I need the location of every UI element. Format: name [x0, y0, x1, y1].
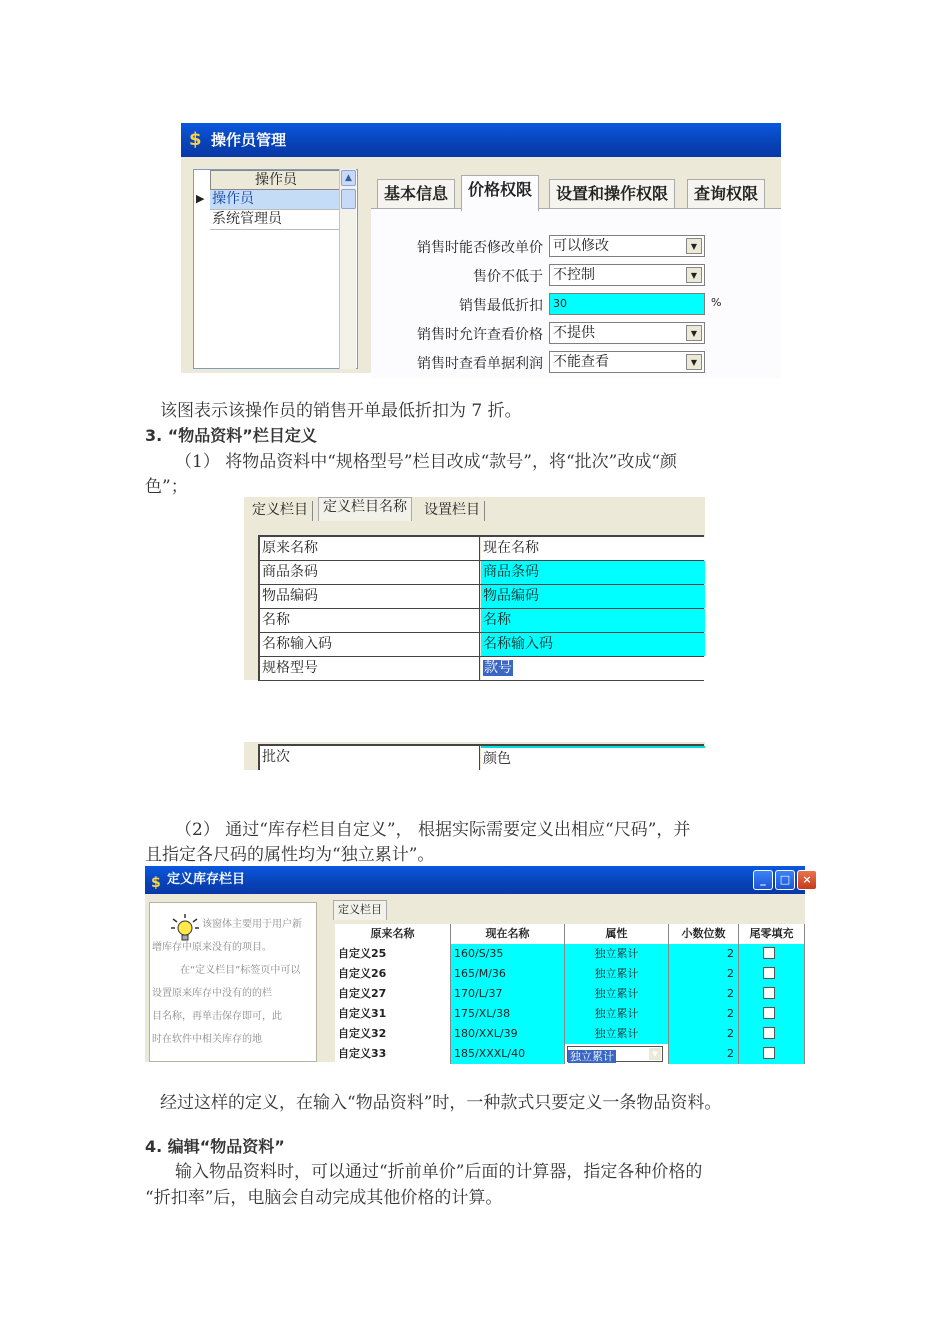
tab-price-permission[interactable]: 价格权限 — [461, 175, 539, 211]
original-name-cell: 名称输入码 — [260, 633, 480, 656]
section-heading-3: 3. “物品资料”栏目定义 — [145, 426, 317, 445]
paragraph: 经过这样的定义，在输入“物品资料”时，一种款式只要定义一条物品资料。 — [160, 1093, 722, 1113]
decimals-cell[interactable]: 2 — [669, 1004, 739, 1024]
tip-text: 在“定义栏目”标签页中可以 — [180, 965, 301, 976]
trailing-zero-cell — [739, 1024, 805, 1044]
field-label: 销售时查看单据利润 — [417, 356, 543, 372]
tab-define-columns[interactable]: 定义栏目 — [248, 501, 313, 521]
attribute-cell[interactable]: 独立累计 — [565, 984, 669, 1004]
current-name-cell[interactable]: 170/L/37 — [451, 984, 565, 1004]
original-name-cell: 自定义26 — [335, 964, 451, 984]
modify-price-select[interactable]: 可以修改 ▼ — [549, 235, 705, 257]
min-price-select[interactable]: 不控制 ▼ — [549, 264, 705, 286]
tip-text: 时在软件中相关库存的地 — [152, 1034, 262, 1045]
original-name-cell: 自定义31 — [335, 1004, 451, 1024]
tip-text: 该窗体主要用于用户新 — [202, 919, 302, 930]
col-original-name: 原来名称 — [335, 924, 451, 944]
minimize-icon[interactable]: _ — [753, 870, 773, 890]
close-icon[interactable]: × — [797, 870, 817, 890]
original-name-cell: 规格型号 — [260, 657, 480, 680]
decimals-cell[interactable]: 2 — [669, 944, 739, 964]
current-name-cell[interactable]: 175/XL/38 — [451, 1004, 565, 1024]
tip-text: 增库存中原来没有的项目。 — [152, 942, 272, 953]
current-name-cell[interactable]: 160/S/35 — [451, 944, 565, 964]
trailing-zero-cell — [739, 944, 805, 964]
operator-list — [193, 169, 358, 369]
paragraph: 输入物品资料时，可以通过“折前单价”后面的计算器，指定各种价格的 — [175, 1162, 703, 1182]
field-label: 售价不低于 — [473, 269, 543, 285]
trailing-zero-checkbox[interactable] — [763, 987, 775, 999]
tab-settings-operation[interactable]: 设置和操作权限 — [549, 179, 675, 209]
field-view-profit — [371, 351, 781, 373]
window-titlebar — [181, 123, 781, 157]
paragraph: （1） 将物品资料中“规格型号”栏目改成“款号”，将“批次”改成“颜 — [175, 452, 678, 472]
dropdown-arrow-icon[interactable]: ▼ — [686, 238, 702, 254]
current-name-cell[interactable]: 165/M/36 — [451, 964, 565, 984]
dropdown-arrow-icon[interactable]: ▼ — [686, 325, 702, 341]
table-row — [335, 1004, 805, 1024]
field-view-price — [371, 322, 781, 344]
field-min-price — [371, 264, 781, 286]
paragraph: 且指定各尺码的属性均为“独立累计”。 — [145, 845, 435, 865]
field-label: 销售时能否修改单价 — [417, 240, 543, 256]
tab-define-columns[interactable]: 定义栏目 — [333, 900, 387, 920]
tab-query-permission[interactable]: 查询权限 — [687, 179, 765, 209]
window-title: 操作员管理 — [211, 131, 287, 149]
field-min-discount — [371, 293, 781, 315]
trailing-zero-cell — [739, 1004, 805, 1024]
table-row — [260, 609, 704, 633]
tip-text: 目名称，再单击保存即可，此 — [152, 1011, 282, 1022]
decimals-cell[interactable]: 2 — [669, 964, 739, 984]
current-name-cell[interactable]: 商品条码 — [481, 561, 705, 584]
tab-set-columns[interactable]: 设置栏目 — [420, 501, 485, 521]
table-row — [260, 585, 704, 609]
original-name-cell: 自定义27 — [335, 984, 451, 1004]
operator-list-header: 操作员 — [210, 170, 342, 190]
table-row — [260, 633, 704, 657]
original-name-cell: 名称 — [260, 609, 480, 632]
dropdown-arrow-icon[interactable]: ▼ — [686, 354, 702, 370]
attribute-cell[interactable]: 独立累计 — [565, 1004, 669, 1024]
trailing-zero-checkbox[interactable] — [763, 947, 775, 959]
field-label: 销售最低折扣 — [459, 298, 543, 314]
table-row — [335, 1044, 805, 1064]
current-name-cell[interactable]: 名称 — [481, 609, 705, 632]
current-name-cell[interactable]: 名称输入码 — [481, 633, 705, 656]
attribute-cell[interactable]: 独立累计 — [565, 964, 669, 984]
decimals-cell[interactable]: 2 — [669, 984, 739, 1004]
dropdown-arrow-icon[interactable]: ▼ — [649, 1048, 661, 1060]
view-price-select[interactable]: 不提供 ▼ — [549, 322, 705, 344]
paragraph: 色”； — [145, 477, 188, 497]
operator-management-window — [181, 123, 781, 373]
trailing-zero-checkbox[interactable] — [763, 1047, 775, 1059]
table-row — [335, 1024, 805, 1044]
section-heading-4: 4. 编辑“物品资料” — [145, 1137, 285, 1156]
field-label: 销售时允许查看价格 — [417, 327, 543, 343]
paragraph: “折扣率”后，电脑会自动完成其他价格的计算。 — [145, 1188, 503, 1208]
attribute-cell[interactable]: 独立累计 — [565, 944, 669, 964]
dropdown-arrow-icon[interactable]: ▼ — [686, 267, 702, 283]
grid-header-row — [260, 537, 704, 561]
original-name-cell: 自定义25 — [335, 944, 451, 964]
col-attribute: 属性 — [565, 924, 669, 944]
paragraph: 该图表示该操作员的销售开单最低折扣为 7 折。 — [160, 401, 522, 421]
row-pointer-icon: ▶ — [196, 192, 205, 205]
current-name-cell[interactable]: 180/XXL/39 — [451, 1024, 565, 1044]
scroll-up-icon[interactable]: ▲ — [341, 170, 356, 186]
window-title: 定义库存栏目 — [167, 872, 246, 887]
table-row — [260, 561, 704, 585]
col-trailing-zero: 尾零填充 — [739, 924, 805, 944]
original-name-cell: 物品编码 — [260, 585, 480, 608]
header-original-name: 原来名称 — [260, 537, 480, 560]
tab-basic-info[interactable]: 基本信息 — [377, 179, 455, 209]
table-header-row — [335, 924, 805, 944]
dollar-icon: $ — [189, 129, 202, 150]
operator-row[interactable]: 操作员 — [210, 190, 342, 210]
tip-text: 设置原来库存中没有的的栏 — [152, 988, 272, 999]
scroll-thumb[interactable] — [341, 189, 356, 209]
trailing-zero-checkbox[interactable] — [763, 1027, 775, 1039]
window-titlebar — [145, 866, 812, 894]
table-row — [258, 744, 704, 770]
original-name-cell: 自定义33 — [335, 1044, 451, 1064]
current-name-cell[interactable]: 185/XXXL/40 — [451, 1044, 565, 1064]
original-name-cell: 商品条码 — [260, 561, 480, 584]
col-current-name: 现在名称 — [451, 924, 565, 944]
operator-row[interactable]: 系统管理员 — [210, 210, 342, 230]
attribute-select[interactable]: 独立累计 ▼ — [567, 1046, 663, 1062]
original-name-cell: 自定义32 — [335, 1024, 451, 1044]
dollar-icon: $ — [151, 875, 161, 891]
current-name-cell[interactable]: 物品编码 — [481, 585, 705, 608]
view-profit-select[interactable]: 不能查看 ▼ — [549, 351, 705, 373]
trailing-zero-cell — [739, 964, 805, 984]
trailing-zero-checkbox[interactable] — [763, 1007, 775, 1019]
column-name-window-fragment — [244, 742, 705, 770]
original-name-cell: 批次 — [260, 746, 480, 770]
current-name-cell[interactable]: 颜色 — [481, 746, 705, 770]
help-tip-panel — [149, 902, 317, 1062]
table-row — [335, 944, 805, 964]
column-name-window — [244, 497, 705, 680]
stock-columns-table — [335, 924, 805, 1064]
price-permission-panel — [371, 208, 781, 378]
table-row — [335, 984, 805, 1004]
paragraph: （2） 通过“库存栏目自定义”， 根据实际需要定义出相应“尺码”，并 — [175, 820, 691, 840]
tab-define-column-names[interactable]: 定义栏目名称 — [318, 497, 412, 521]
table-row — [260, 657, 704, 681]
trailing-zero-checkbox[interactable] — [763, 967, 775, 979]
field-modify-price — [371, 235, 781, 257]
column-name-grid — [258, 535, 704, 681]
header-current-name: 现在名称 — [481, 537, 705, 560]
attribute-cell[interactable]: 独立累计 — [565, 1024, 669, 1044]
percent-unit: % — [711, 296, 722, 309]
table-row — [335, 964, 805, 984]
maximize-icon[interactable]: □ — [775, 870, 795, 890]
attribute-edit-cell — [565, 1044, 669, 1064]
decimals-cell[interactable]: 2 — [669, 1024, 739, 1044]
decimals-cell[interactable]: 2 — [669, 1044, 739, 1064]
trailing-zero-cell — [739, 1044, 805, 1064]
current-name-edit-cell[interactable]: 款号 — [481, 657, 705, 680]
custom-stock-columns-window — [145, 866, 812, 1063]
trailing-zero-cell — [739, 984, 805, 1004]
col-decimals: 小数位数 — [669, 924, 739, 944]
min-discount-input[interactable]: 30 — [549, 293, 705, 315]
